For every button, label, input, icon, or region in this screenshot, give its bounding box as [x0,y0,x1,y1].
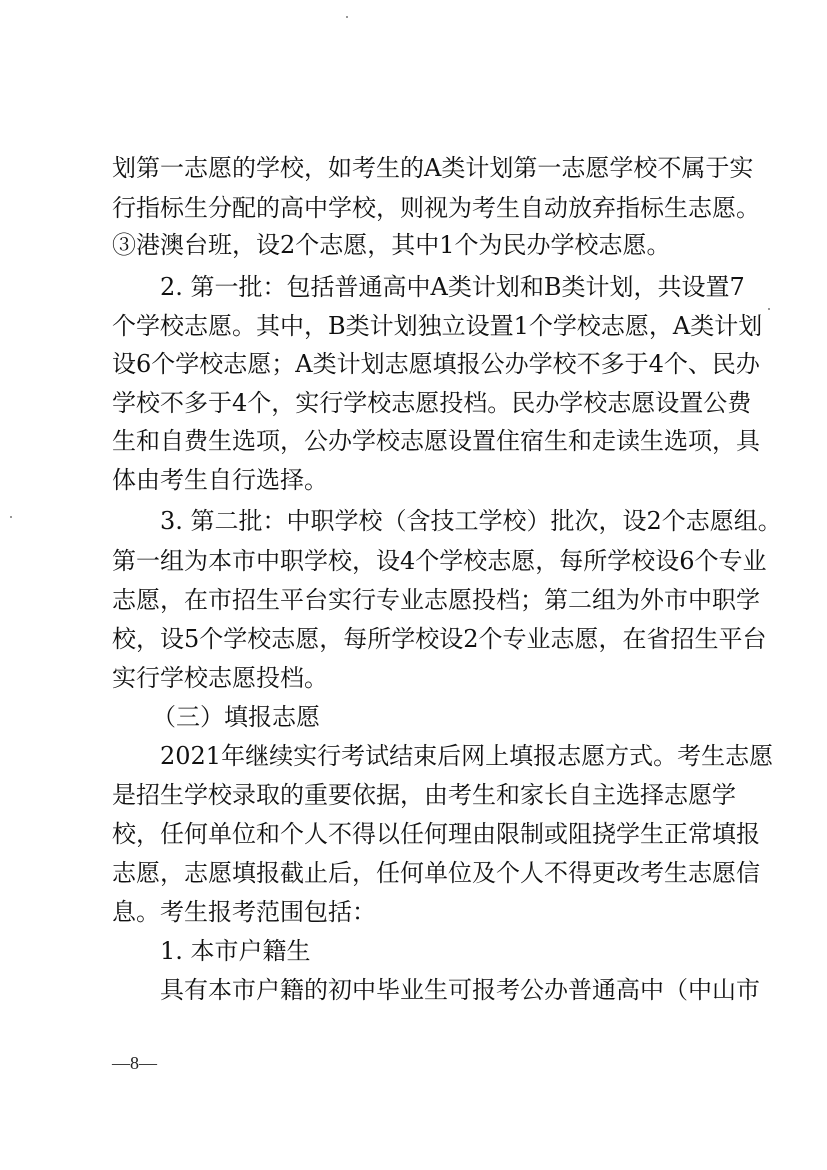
text-line-16: 2021年继续实行考试结束后网上填报志愿方式。考生志愿 [160,742,774,770]
item-2-heading-line: 2. 第一批：包括普通高中A类计划和B类计划，共设置7 [160,273,745,301]
text-line-9: 体由考生自行选择。 [112,466,328,494]
section-heading: （三）填报志愿 [152,703,320,731]
text-line-8: 生和自费生选项，公办学校志愿设置住宿生和走读生选项，具 [112,427,760,455]
text-line-13: 校，设5个学校志愿，每所学校设2个专业志愿，在省招生平台 [112,625,767,653]
text-line-2: 行指标生分配的高中学校，则视为考生自动放弃指标生志愿。 [112,194,760,222]
text-line-7: 学校不多于4个，实行学校志愿投档。民办学校志愿设置公费 [112,389,752,417]
text-line-5: 个学校志愿。其中，B类计划独立设置1个学校志愿，A类计划 [112,312,763,340]
text-line-11: 第一组为本市中职学校，设4个学校志愿，每所学校设6个专业 [112,547,767,575]
text-line-12: 志愿，在市招生平台实行专业志愿投档；第二组为外市中职学 [112,586,760,614]
text-line-14: 实行学校志愿投档。 [112,664,328,692]
text-line-17: 是招生学校录取的重要依据，由考生和家长自主选择志愿学 [112,781,736,809]
scan-speck [10,516,12,518]
item-1-heading: 1. 本市户籍生 [160,937,311,965]
page-number: —8— [112,1053,157,1073]
text-line-20: 息。考生报考范围包括： [112,898,376,926]
scan-speck [346,16,348,18]
scan-speck [768,308,770,310]
text-line-19: 志愿，志愿填报截止后，任何单位及个人不得更改考生志愿信 [112,859,760,887]
item-3-heading-line: 3. 第二批：中职学校（含技工学校）批次，设2个志愿组。 [160,507,782,535]
text-line-18: 校，任何单位和个人不得以任何理由限制或阻挠学生正常填报 [112,820,760,848]
text-line-22: 具有本市户籍的初中毕业生可报考公办普通高中（中山市 [160,976,760,1004]
text-line-3: ③港澳台班，设2个志愿，其中1个为民办学校志愿。 [112,231,671,259]
text-line-6: 设6个学校志愿；A类计划志愿填报公办学校不多于4个、民办 [112,350,760,378]
text-line-1: 划第一志愿的学校，如考生的A类计划第一志愿学校不属于实 [112,154,754,182]
